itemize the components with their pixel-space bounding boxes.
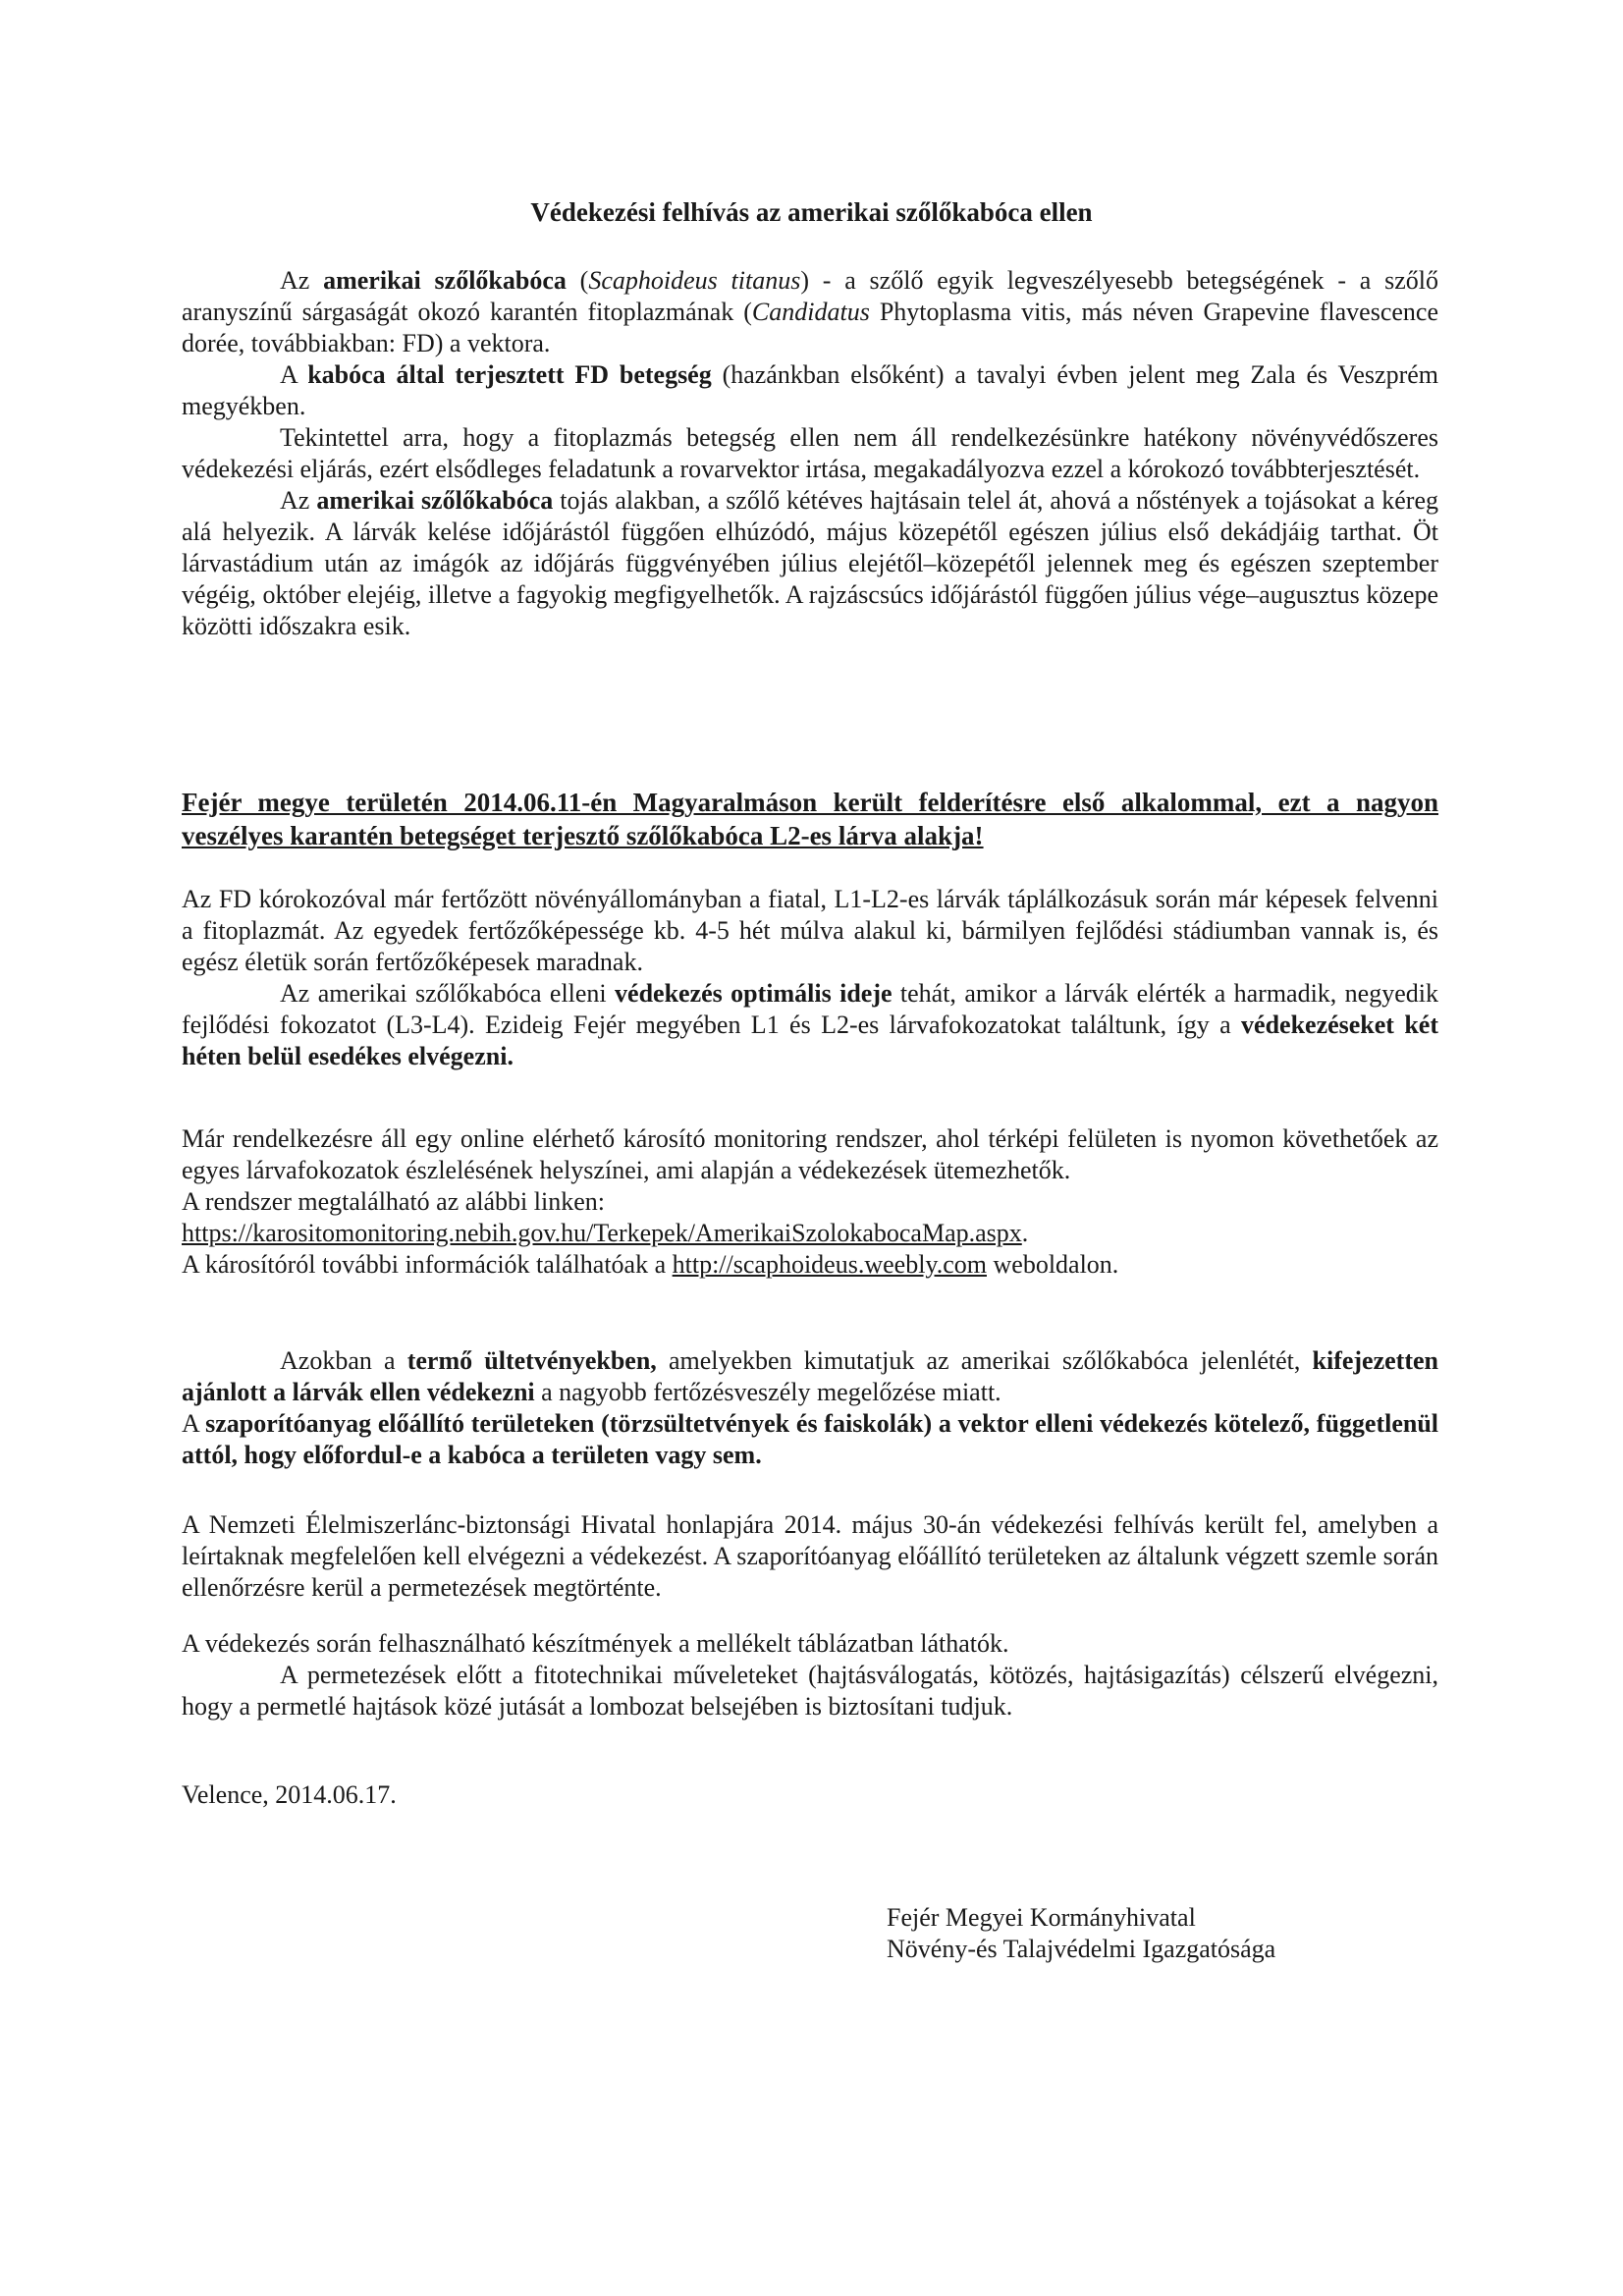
- detection-notice: Fejér megye területén 2014.06.11-én Magyaralmáson került felderítésre első alkalommal, ezt a nagyon veszélyes karantén betegséget terjesztő szőlőkabóca L2-es lárva alakja!: [182, 788, 1438, 850]
- infection-section: [182, 884, 1438, 1072]
- bold-text: kifejezetten ajánlott a lárvák ellen védekezni: [182, 1346, 1438, 1406]
- document-title: Védekezési felhívás az amerikai szőlőkabóca ellen: [530, 197, 1093, 227]
- text: A: [182, 1409, 206, 1438]
- text: (hazánkban elsőként) a tavalyi évben jelent meg Zala és Veszprém megyékben.: [182, 360, 1438, 420]
- text: A károsítóról további információk találhatóak a: [182, 1250, 673, 1279]
- text: ) - a szőlő egyik legveszélyesebb betegségének - a szőlő aranyszínű sárgaságát okozó karantén fitoplazmának (: [182, 266, 1438, 326]
- text: Az: [280, 486, 317, 515]
- italic-text: Scaphoideus titanus: [588, 266, 801, 295]
- bold-text: amerikai szőlőkabóca: [316, 486, 554, 515]
- text: .: [1021, 1219, 1029, 1247]
- date-section: [182, 1779, 1438, 1811]
- bold-text: szaporítóanyag előállító területeken (törzsültetvények és faiskolák) a vektor elleni védekezés kötelező, függetlenül attól, hogy előfordul-e a kabóca a területen vagy sem.: [182, 1409, 1439, 1469]
- text: tojás alakban, a szőlő kétéves hajtásain telel át, ahová a nőstények a tojásokat a kéreg alá helyezik. A lárvák kelése időjárástól függően elhúzódó, május közepétől egészen július első dekádjáig tarthat. Öt lárvastádium után az imágók az időjárás függvényében július elejétől–közepétől jelennek meg és egészen szeptember végéig, október elejéig, illetve a fagyokig megfigyelhetők. A rajzáscsúcs időjárástól függően július vége–augusztus közepe közötti időszakra esik.: [182, 486, 1438, 640]
- text: weboldalon.: [987, 1250, 1119, 1279]
- intro-section: [182, 265, 1438, 642]
- paragraph-vector-control: Tekintettel arra, hogy a fitoplazmás betegség ellen nem áll rendelkezésünkre hatékony növényvédőszeres védekezési eljárás, ezért elsődleges feladatunk a rovarvektor irtása, megakadályozva ezzel a kórokozó továbbterjesztését.: [182, 423, 1438, 483]
- scaphoideus-website-link[interactable]: http://scaphoideus.weebly.com: [672, 1250, 987, 1279]
- paragraph-website: [182, 1249, 1438, 1281]
- paragraph-monitoring: Már rendelkezésre áll egy online elérhető károsító monitoring rendszer, ahol térképi felületen is nyomon követhetőek az egyes lárvafokozatok észlelésének helyszínei, ami alapján a védekezések ütemezhetők.: [182, 1124, 1438, 1184]
- paragraph-optimal-timing: [182, 978, 1438, 1072]
- paragraph-phytotechnics: A permetezések előtt a fitotechnikai műveleteket (hajtásválogatás, kötözés, hajtásigazítás) célszerű elvégezni, hogy a permetlé hajtások közé jutását a lombozat belsejében is biztosítani tudjuk.: [182, 1661, 1438, 1721]
- signature-department: Növény-és Talajvédelmi Igazgatósága: [887, 1935, 1276, 1963]
- bold-text: védekezéseket két héten belül esedékes elvégezni.: [182, 1011, 1438, 1070]
- paragraph-lifecycle: [182, 485, 1438, 642]
- text: Az: [280, 266, 324, 295]
- italic-text: Candidatus: [751, 298, 870, 326]
- text: tehát, amikor a lárvák elérték a harmadik, negyedik fejlődési fokozatot (L3-L4). Ezideig Fejér megyében L1 és L2-es lárvafokozatokat találtunk, így a: [182, 979, 1438, 1039]
- paragraph-link-line: [182, 1218, 1438, 1249]
- notice-section: [182, 786, 1438, 852]
- text: a nagyobb fertőzésveszély megelőzése miatt.: [534, 1378, 1001, 1406]
- bold-text: amerikai szőlőkabóca: [323, 266, 567, 295]
- bold-text: kabóca által terjesztett FD betegség: [307, 360, 712, 389]
- signature-office: Fejér Megyei Kormányhivatal: [887, 1903, 1196, 1932]
- text: Azokban a: [280, 1346, 407, 1375]
- paragraph-products: A védekezés során felhasználható készítmények a mellékelt táblázatban láthatók.: [182, 1629, 1009, 1658]
- bold-text: védekezés optimális ideje: [615, 979, 893, 1008]
- text: Phytoplasma vitis, más néven Grapevine flavescence dorée, továbbiakban: FD) a vektora.: [182, 298, 1438, 357]
- text: A: [280, 360, 308, 389]
- nebih-section: [182, 1509, 1438, 1604]
- products-section: [182, 1628, 1438, 1722]
- monitoring-section: [182, 1123, 1438, 1281]
- monitoring-map-link[interactable]: https://karositomonitoring.nebih.gov.hu/Terkepek/AmerikaiSzolokabocaMap.aspx: [182, 1219, 1022, 1247]
- paragraph-intro: [182, 265, 1438, 359]
- paragraph-link-intro: A rendszer megtalálható az alábbi linken:: [182, 1187, 605, 1216]
- recommendation-section: [182, 1345, 1438, 1471]
- paragraph-recommendation: [182, 1345, 1438, 1408]
- place-date: Velence, 2014.06.17.: [182, 1780, 397, 1809]
- paragraph-fd-spread: [182, 359, 1438, 422]
- text: Az amerikai szőlőkabóca elleni: [280, 979, 616, 1008]
- text: amelyekben kimutatjuk az amerikai szőlőkabóca jelenlétét,: [656, 1346, 1313, 1375]
- paragraph-nebih: A Nemzeti Élelmiszerlánc-biztonsági Hivatal honlapjára 2014. május 30-án védekezési felhívás került fel, amelyben a leírtaknak megfelelően kell elvégezni a védekezést. A szaporítóanyag előállító területeken az általunk végzett szemle során ellenőrzésre kerül a permetezések megtörténte.: [182, 1510, 1438, 1602]
- paragraph-mandatory: [182, 1408, 1438, 1471]
- paragraph-infection: Az FD kórokozóval már fertőzött növényállományban a fiatal, L1-L2-es lárvák táplálkozásuk során már képesek felvenni a fitoplazmát. Az egyedek fertőzőképessége kb. 4-5 hét múlva alakul ki, bármilyen fejlődési stádiumban vannak is, és egész életük során fertőzőképesek maradnak.: [182, 885, 1438, 976]
- bold-text: termő ültetvényekben,: [406, 1346, 657, 1375]
- text: (: [566, 266, 589, 295]
- signature-block: [887, 1902, 1275, 1965]
